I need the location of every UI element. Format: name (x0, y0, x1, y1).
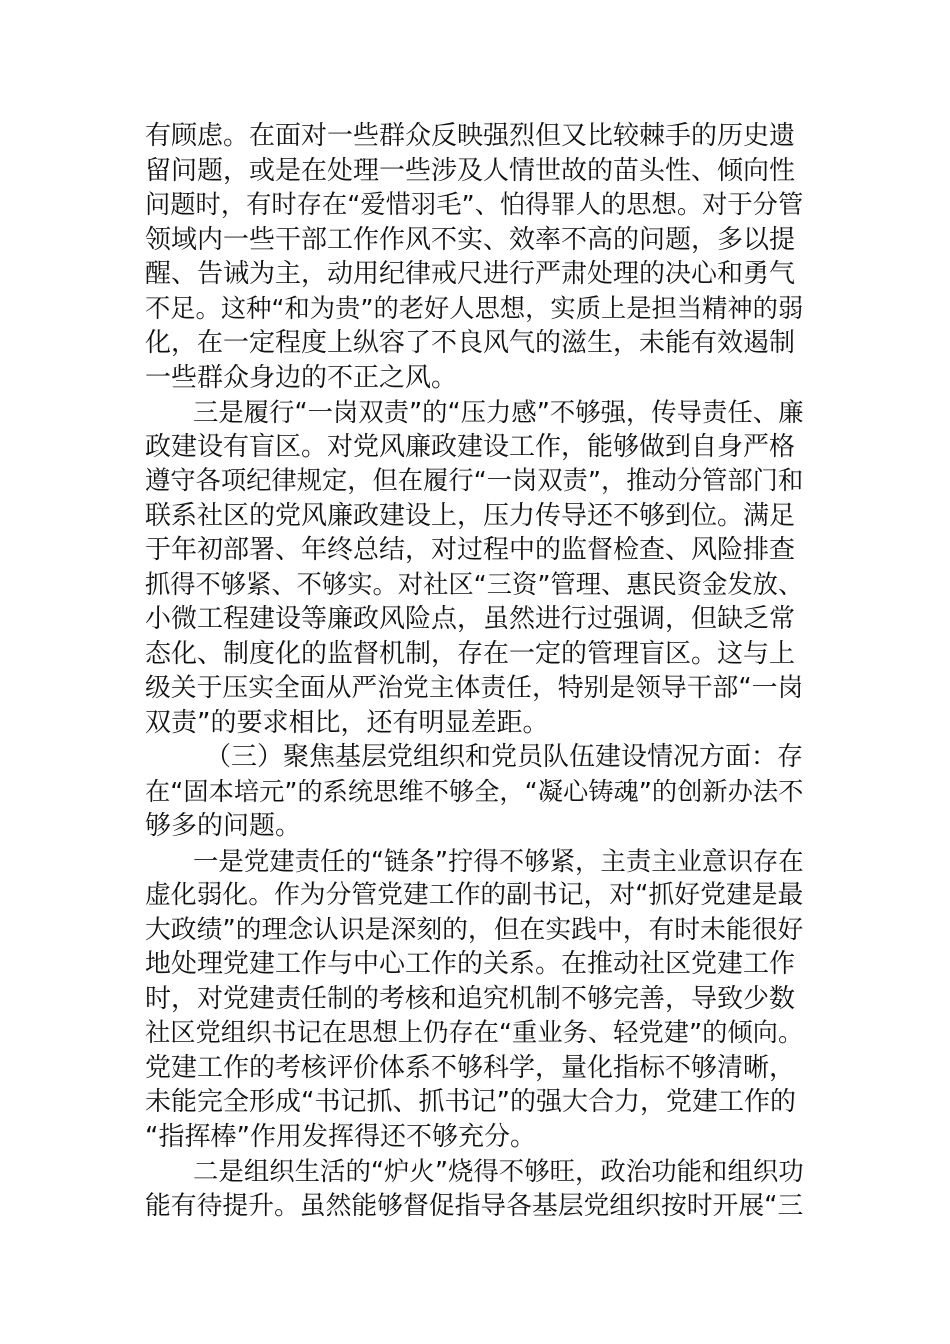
text-line: 政建设有盲区。对党风廉政建设工作，能够做到自身严格 (145, 431, 796, 462)
text-line: 有顾虑。在面对一些群众反映强烈但又比较棘手的历史遗 (145, 121, 796, 151)
text-line: 地处理党建工作与中心工作的关系。在推动社区党建工作 (145, 949, 796, 979)
text-line: 未能完全形成“书记抓、抓书记”的强大合力，党建工作的 (145, 1087, 796, 1117)
text-line: 联系社区的党风廉政建设上，压力传导还不够到位。满足 (145, 500, 796, 531)
section-heading-line: 够多的问题。 (145, 811, 302, 841)
text-line: 党建工作的考核评价体系不够科学，量化指标不够清晰， (145, 1052, 796, 1083)
text-line: 大政绩”的理念认识是深刻的，但在实践中，有时未能很好 (145, 914, 804, 945)
paragraph-start-line: 三是履行“一岗双责”的“压力感”不够强，传导责任、廉 (193, 397, 804, 427)
text-line: 小微工程建设等廉政风险点，虽然进行过强调，但缺乏常 (145, 604, 796, 634)
text-line: 问题时，有时存在“爱惜羽毛”、怕得罪人的思想。对于分管 (145, 190, 804, 219)
text-line: 不足。这种“和为贵”的老好人思想，实质上是担当精神的弱 (145, 293, 804, 323)
text-line: 留问题，或是在处理一些涉及人情世故的苗头性、倾向性 (145, 155, 796, 186)
section-heading-line: 在“固本培元”的系统思维不够全，“凝心铸魂”的创新办法不 (145, 776, 804, 806)
text-line: 能有待提升。虽然能够督促指导各基层党组织按时开展“三 (145, 1190, 804, 1221)
text-line: 抓得不够紧、不够实。对社区“三资”管理、惠民资金发放、 (145, 569, 804, 599)
text-line: 领域内一些干部工作作风不实、效率不高的问题，多以提 (145, 224, 796, 255)
text-line: 双责”的要求相比，还有明显差距。 (145, 707, 549, 738)
text-line: 社区党组织书记在思想上仍存在“重业务、轻党建”的倾向。 (145, 1018, 804, 1047)
section-heading-line: （三）聚焦基层党组织和党员队伍建设情况方面：存 (205, 742, 804, 772)
text-line: 醒、告诫为主，动用纪律戒尺进行严肃处理的决心和勇气 (145, 259, 796, 289)
text-line: 时，对党建责任制的考核和追究机制不够完善，导致少数 (145, 983, 796, 1014)
text-line: 一些群众身边的不正之风。 (145, 362, 458, 393)
paragraph-start-line: 一是党建责任的“链条”拧得不够紧，主责主业意识存在 (193, 845, 804, 876)
text-line: 遵守各项纪律规定，但在履行“一岗双责”，推动分管部门和 (145, 466, 804, 495)
document-body (145, 119, 807, 1223)
text-line: 虚化弱化。作为分管党建工作的副书记，对“抓好党建是最 (145, 880, 804, 910)
paragraph-start-line: 二是组织生活的“炉火”烧得不够旺，政治功能和组织功 (193, 1156, 804, 1186)
text-line: 级关于压实全面从严治党主体责任，特别是领导干部“一岗 (145, 673, 804, 703)
text-line: 于年初部署、年终总结，对过程中的监督检查、风险排查 (145, 535, 796, 565)
text-line: “指挥棒”作用发挥得还不够充分。 (145, 1121, 536, 1152)
text-line: 态化、制度化的监督机制，存在一定的管理盲区。这与上 (145, 638, 796, 669)
text-line: 化，在一定程度上纵容了不良风气的滋生，未能有效遏制 (145, 328, 796, 358)
